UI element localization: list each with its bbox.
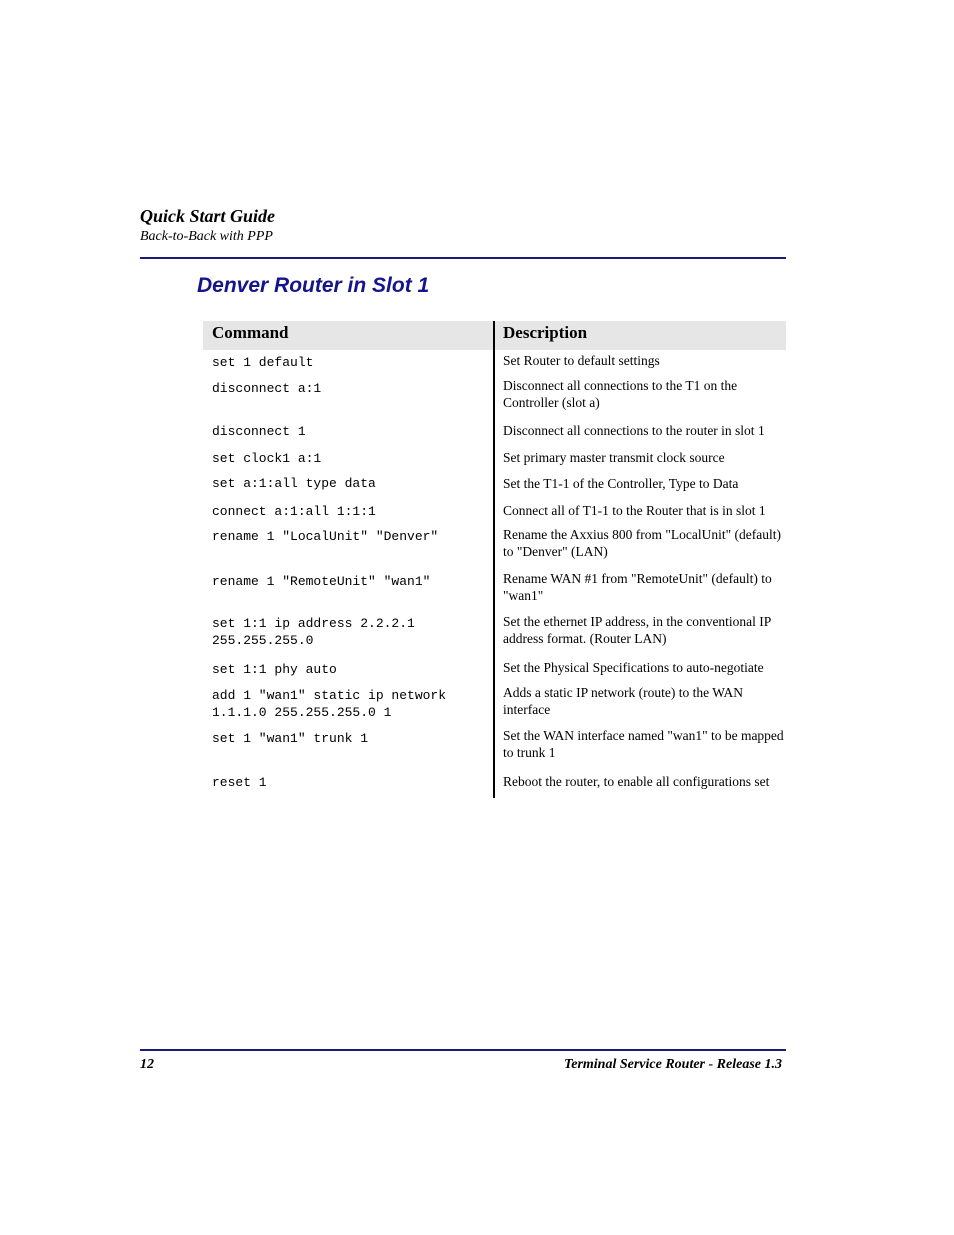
description-cell: Disconnect all connections to the router in slot 1 <box>503 423 765 438</box>
command-cell: set 1 default <box>212 355 314 370</box>
guide-subtitle: Back-to-Back with PPP <box>140 229 273 244</box>
command-table <box>203 321 786 798</box>
command-cell: set clock1 a:1 <box>212 451 322 466</box>
description-cell: Connect all of T1-1 to the Router that is in slot 1 <box>503 503 766 518</box>
description-cell: Disconnect all connections to the T1 on the Controller (slot a) <box>503 378 738 410</box>
section-heading: Denver Router in Slot 1 <box>197 274 430 297</box>
description-cell: Set Router to default settings <box>503 353 660 368</box>
description-cell: Adds a static IP network (route) to the WAN interface <box>503 685 743 717</box>
command-cell: connect a:1:all 1:1:1 <box>212 504 376 519</box>
command-cell: rename 1 "LocalUnit" "Denver" <box>212 529 439 544</box>
command-cell: set 1 "wan1" trunk 1 <box>212 731 369 746</box>
command-cell: rename 1 "RemoteUnit" "wan1" <box>212 574 431 589</box>
footer-title: Terminal Service Router - Release 1.3 <box>563 1057 782 1072</box>
command-cell: add 1 "wan1" static ip network 1.1.1.0 255.255.255.0 1 <box>212 688 454 720</box>
column-header-command: Command <box>212 323 289 342</box>
description-cell: Rename the Axxius 800 from "LocalUnit" (default) to "Denver" (LAN) <box>503 527 781 559</box>
description-cell: Set the WAN interface named "wan1" to be mapped to trunk 1 <box>503 728 784 760</box>
command-cell: set 1:1 ip address 2.2.2.1 255.255.255.0 <box>212 616 423 648</box>
header-rule <box>140 257 786 259</box>
column-divider <box>493 321 495 798</box>
command-cell: set a:1:all type data <box>212 476 376 491</box>
guide-title: Quick Start Guide <box>140 206 276 226</box>
command-cell: set 1:1 phy auto <box>212 662 337 677</box>
description-cell: Rename WAN #1 from "RemoteUnit" (default) to "wan1" <box>503 571 772 603</box>
column-header-description: Description <box>503 323 588 342</box>
command-cell: disconnect a:1 <box>212 381 322 396</box>
description-cell: Set the Physical Specifications to auto-negotiate <box>503 660 764 675</box>
footer-rule <box>140 1049 786 1051</box>
description-cell: Set the ethernet IP address, in the conventional IP address format. (Router LAN) <box>503 614 771 646</box>
page-number: 12 <box>140 1057 154 1072</box>
command-cell: reset 1 <box>212 775 267 790</box>
command-cell: disconnect 1 <box>212 424 306 439</box>
description-cell: Set the T1-1 of the Controller, Type to Data <box>503 476 739 491</box>
description-cell: Set primary master transmit clock source <box>503 450 725 465</box>
description-cell: Reboot the router, to enable all configurations set <box>503 774 770 789</box>
